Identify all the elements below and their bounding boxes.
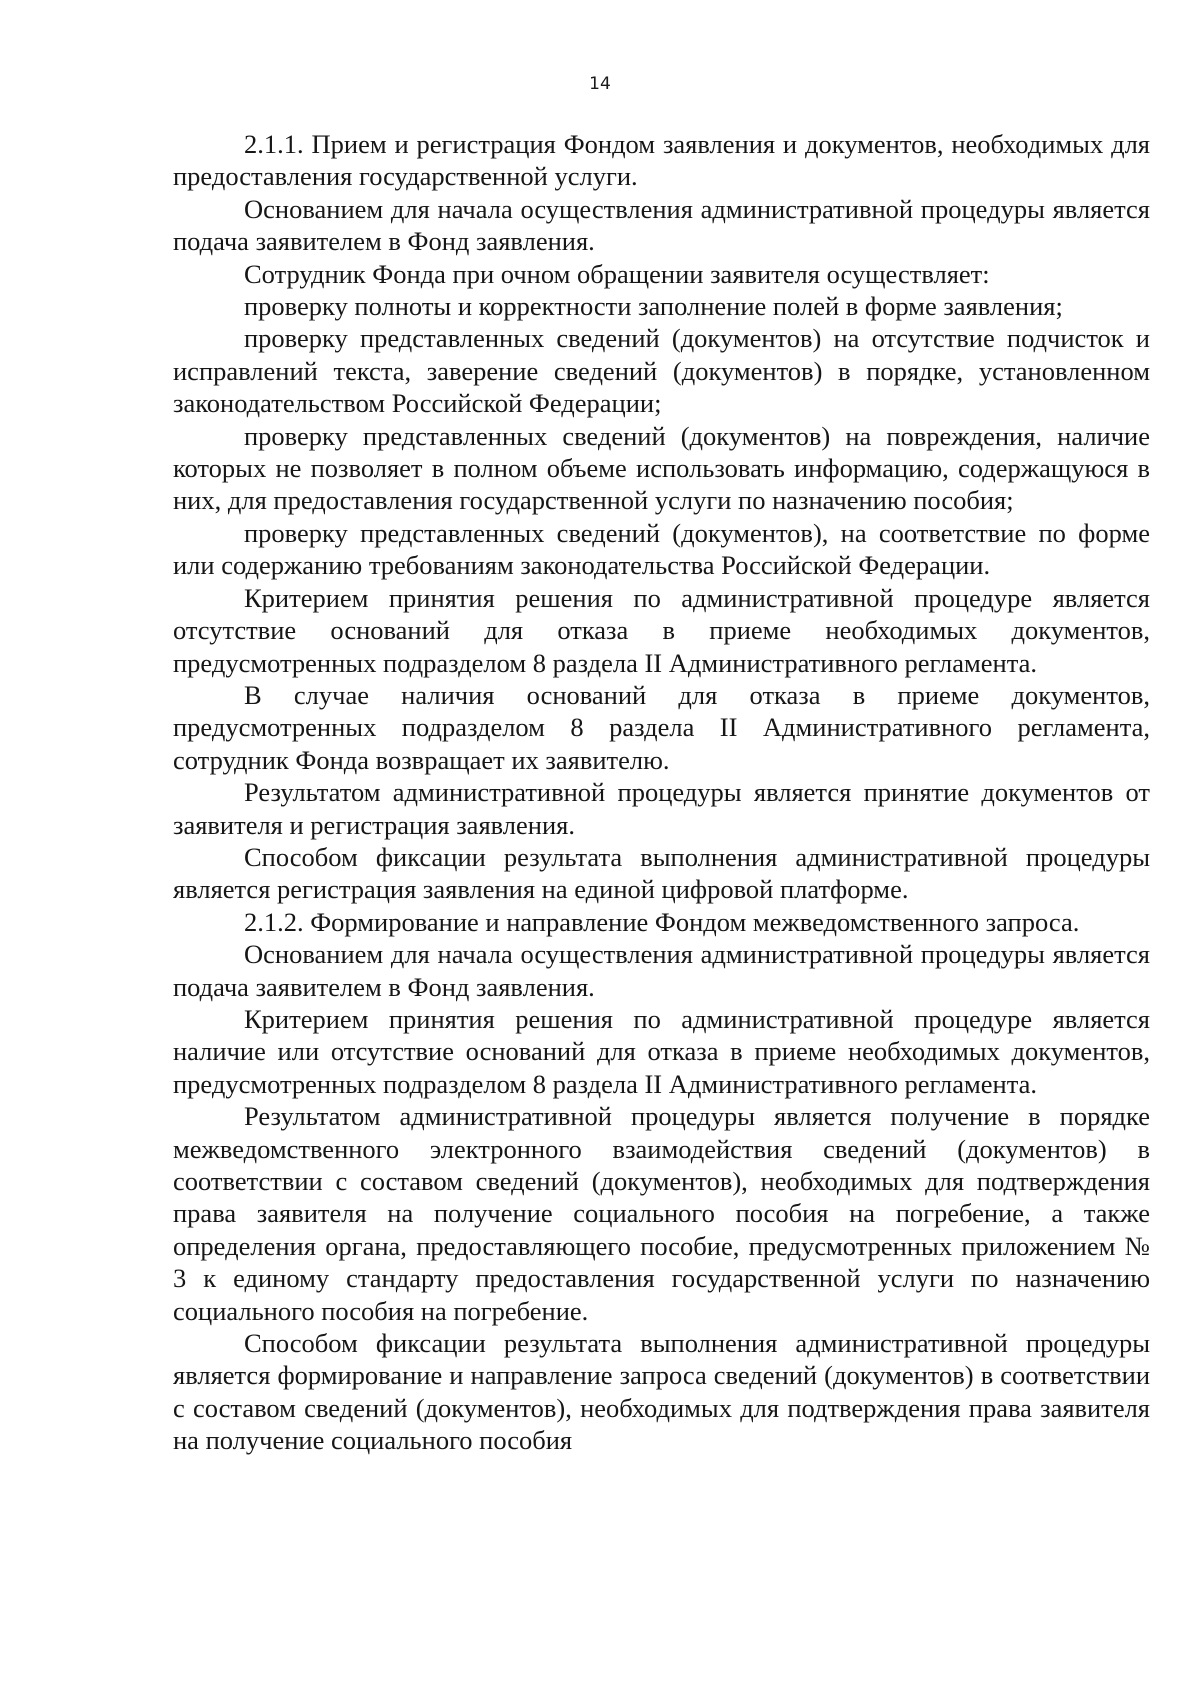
- paragraph: Результатом административной процедуры является получение в порядке межведомственного электронного взаимодействия сведений (документов) в соответствии с составом сведений (документов), необходимых для подтверждения права заявителя на получение социального пособия на погребение, а также определения органа, предоставляющего пособие, предусмотренных приложением № 3 к единому стандарту предоставления государственной услуги по назначению социального пособия на погребение.: [173, 1101, 1150, 1326]
- paragraph: Способом фиксации результата выполнения административной процедуры является регистрация заявления на единой цифровой платформе.: [173, 841, 1150, 905]
- paragraph-2-1-1-heading: 2.1.1. Прием и регистрация Фондом заявления и документов, необходимых для предоставления государственной услуги.: [173, 129, 1150, 192]
- paragraph: Критерием принятия решения по административной процедуре является наличие или отсутствие оснований для отказа в приеме необходимых документов, предусмотренных подразделом 8 раздела II Административного регламента.: [173, 1003, 1150, 1099]
- paragraph: Основанием для начала осуществления административной процедуры является подача заявителем в Фонд заявления.: [173, 939, 1150, 1002]
- paragraph: Сотрудник Фонда при очном обращении заявителя осуществляет:: [244, 258, 990, 289]
- list-item: проверку представленных сведений (документов) на отсутствие подчисток и исправлений текста, заверение сведений (документов) в порядке, установленном законодательством Российской Федерации;: [173, 323, 1150, 419]
- paragraph: Критерием принятия решения по административной процедуре является отсутствие оснований для отказа в приеме необходимых документов, предусмотренных подразделом 8 раздела II Административного регламента.: [173, 582, 1150, 678]
- list-item: проверку представленных сведений (документов), на соответствие по форме или содержанию требованиям законодательства Российской Федерации.: [173, 517, 1150, 581]
- paragraph: Способом фиксации результата выполнения административной процедуры является формирование и направление запроса сведений (документов) в соответствии с составом сведений (документов), необходимых для подтверждения права заявителя на получение социального пособия: [173, 1328, 1150, 1456]
- paragraph: В случае наличия оснований для отказа в приеме документов, предусмотренных подразделом 8 раздела II Административного регламента, сотрудник Фонда возвращает их заявителю.: [173, 679, 1150, 775]
- list-item: проверку представленных сведений (документов) на повреждения, наличие которых не позволяет в полном объеме использовать информацию, содержащуюся в них, для предоставления государственной услуги по назначению пособия;: [173, 420, 1150, 516]
- paragraph-2-1-2-heading: 2.1.2. Формирование и направление Фондом межведомственного запроса.: [244, 906, 1080, 937]
- list-item: проверку полноты и корректности заполнение полей в форме заявления;: [244, 291, 1063, 322]
- document-body: [173, 128, 1150, 1457]
- paragraph: Основанием для начала осуществления административной процедуры является подача заявителем в Фонд заявления.: [173, 193, 1150, 257]
- paragraph: Результатом административной процедуры является принятие документов от заявителя и регистрация заявления.: [173, 777, 1150, 840]
- page-number: 14: [589, 74, 611, 94]
